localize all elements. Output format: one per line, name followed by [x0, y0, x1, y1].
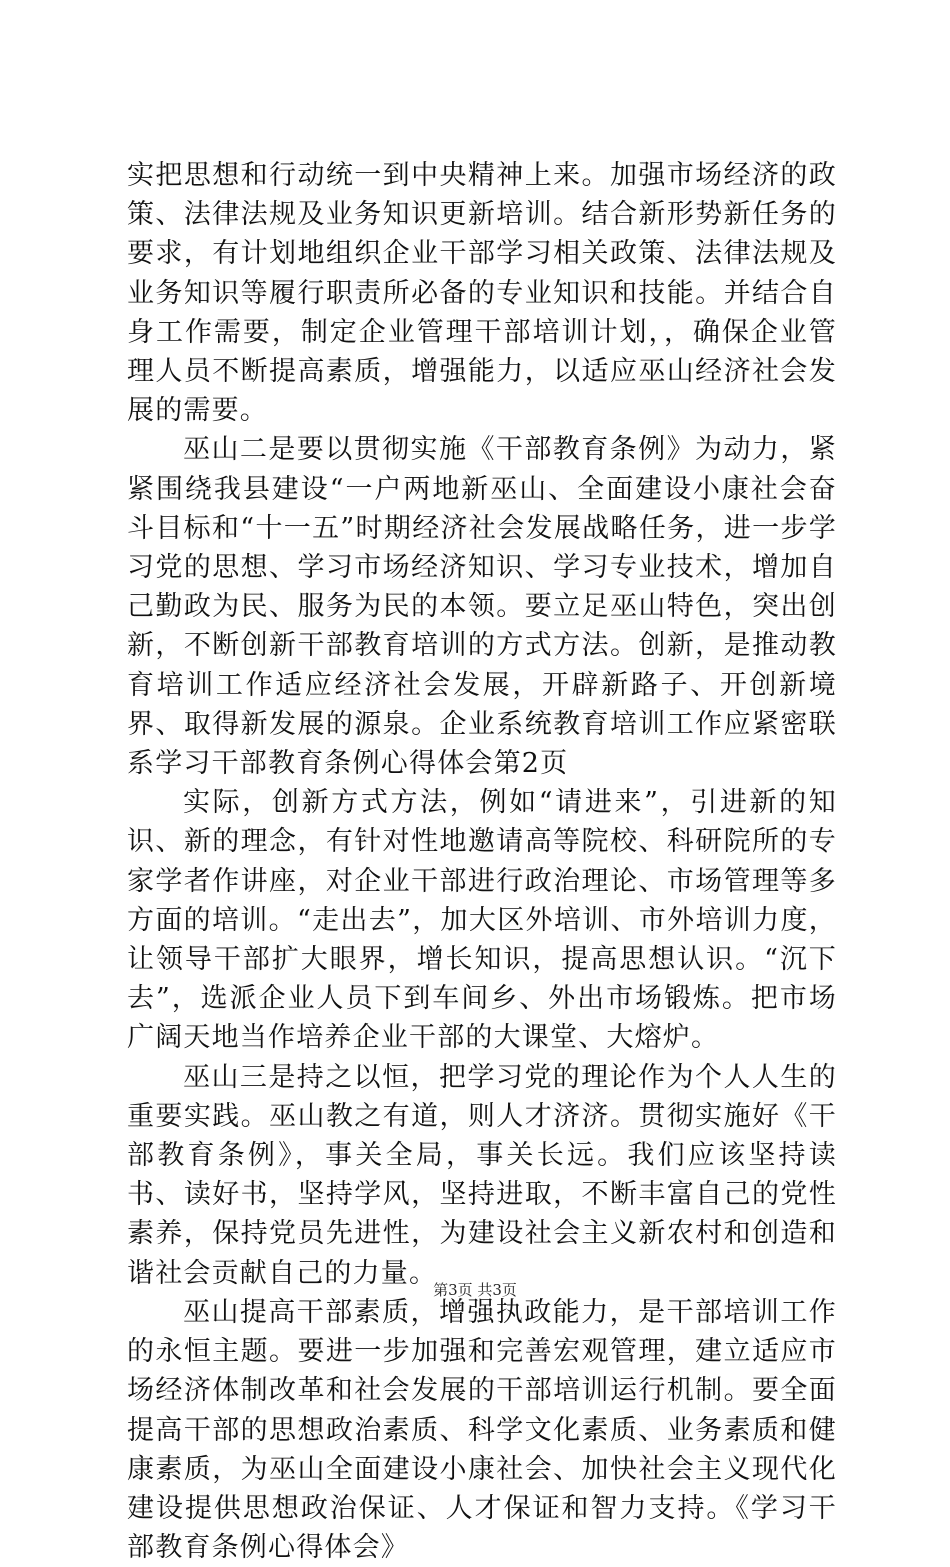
paragraph-3: 实际，创新方式方法，例如“请进来”，引进新的知识、新的理念，有针对性地邀请高等院校、科研院所的专家学者作讲座，对企业干部进行政治理论、市场管理等多方面的培训。“走出去”，加大区外培训、市外培训力度，让领导干部扩大眼界，增长知识，提高思想认识。“沉下去”，选派企业人员下到车间乡、外出市场锻炼。把市场广阔天地当作培养企业干部的大课堂、大熔炉。: [127, 787, 837, 1054]
document-body: [127, 156, 837, 1567]
paragraph-4: 巫山三是持之以恒，把学习党的理论作为个人人生的重要实践。巫山教之有道，则人才济济。贯彻实施好《干部教育条例》，事关全局，事关长远。我们应该坚持读书、读好书，坚持学风，坚持进取，不断丰富自己的党性素养，保持党员先进性，为建设社会主义新农村和创造和谐社会贡献自己的力量。: [127, 1061, 837, 1289]
paragraph-2: 巫山二是要以贯彻实施《干部教育条例》为动力，紧紧围绕我县建设“一户两地新巫山、全面建设小康社会奋斗目标和“十一五”时期经济社会发展战略任务，进一步学习党的思想、学习市场经济知识、学习专业技术，增加自己勤政为民、服务为民的本领。要立足巫山特色，突出创新，不断创新干部教育培训的方式方法。创新，是推动教育培训工作适应经济社会发展，开辟新路子、开创新境界、取得新发展的源泉。企业系统教育培训工作应紧密联系学习干部教育条例心得体会第2页: [127, 434, 837, 780]
paragraph-1: 实把思想和行动统一到中央精神上来。加强市场经济的政策、法律法规及业务知识更新培训。结合新形势新任务的要求，有计划地组织企业干部学习相关政策、法律法规及业务知识等履行职责所必备的专业知识和技能。并结合自身工作需要，制定企业管理干部培训计划，，确保企业管理人员不断提高素质，增强能力，以适应巫山经济社会发展的需要。: [127, 160, 837, 427]
paragraph-5: 巫山提高干部素质，增强执政能力，是干部培训工作的永恒主题。要进一步加强和完善宏观管理，建立适应市场经济体制改革和社会发展的干部培训运行机制。要全面提高干部的思想政治素质、科学文化素质、业务素质和健康素质，为巫山全面建设小康社会、加快社会主义现代化建设提供思想政治保证、人才保证和智力支持。《学习干部教育条例心得体会》: [127, 1296, 837, 1564]
page-footer: 第3页 共3页: [433, 1281, 517, 1299]
